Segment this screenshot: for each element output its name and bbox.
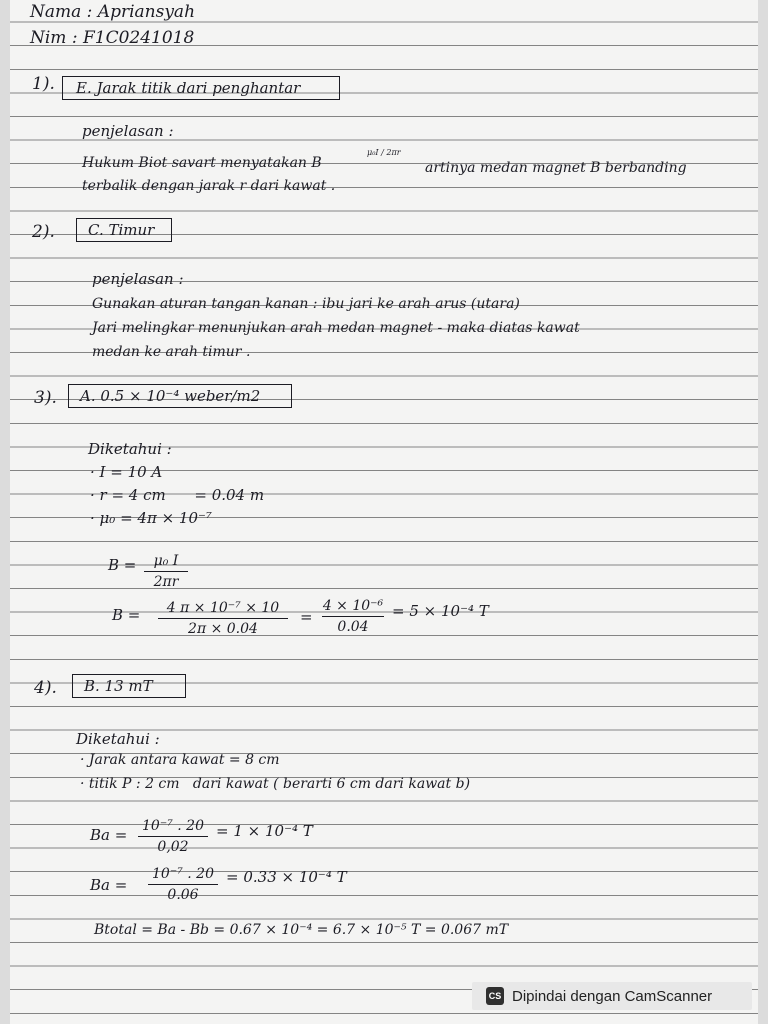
q3-calc-denominator: 2π × 0.04: [188, 621, 258, 637]
q3-calc-denominator-2: 0.04: [337, 619, 369, 635]
q2-line3: medan ke arah timur .: [92, 344, 251, 360]
q1-line1: Hukum Biot savart menyatakan B: [82, 155, 322, 171]
q3-formula-fraction: [144, 553, 188, 590]
fraction-bar: [148, 884, 218, 885]
fraction-bar: [322, 616, 384, 617]
camscanner-watermark: [472, 982, 752, 1010]
q1-answer: E. Jarak titik dari penghantar: [76, 79, 301, 97]
q4-ba-denominator: 0,02: [157, 839, 189, 855]
q3-calc-numerator: 4 π × 10⁻⁷ × 10: [166, 600, 280, 616]
q3-calc-equals: =: [300, 608, 313, 626]
q3-calc-result: = 5 × 10⁻⁴ T: [392, 602, 489, 620]
q4-total: Btotal = Ba - Bb = 0.67 × 10⁻⁴ = 6.7 × 10⁻⁵ T = 0.067 mT: [94, 922, 509, 938]
q4-ba-result: = 1 × 10⁻⁴ T: [216, 822, 313, 840]
q2-number: 2).: [32, 222, 55, 242]
q4-number: 4).: [34, 678, 57, 698]
q2-heading: penjelasan :: [92, 270, 184, 288]
q2-line2: Jari melingkar menunjukan arah medan magnet - maka diatas kawat: [92, 320, 580, 336]
fraction-bar: [158, 618, 288, 619]
fraction-bar: [144, 571, 188, 572]
q3-answer: A. 0.5 × 10⁻⁴ weber/m2: [80, 387, 261, 405]
q2-answer: C. Timur: [88, 221, 155, 239]
student-nim: Nim : F1C0241018: [30, 28, 195, 48]
q3-formula-lhs: B =: [108, 556, 137, 574]
q3-given-3: · μ₀ = 4π × 10⁻⁷: [90, 509, 212, 527]
q4-given-1: · Jarak antara kawat = 8 cm: [80, 752, 280, 768]
q1-number: 1).: [32, 74, 55, 94]
q3-given-1: · I = 10 A: [90, 463, 163, 481]
q3-formula-denominator: 2πr: [153, 574, 179, 590]
q4-heading: Diketahui :: [76, 730, 160, 748]
notebook-page: [10, 0, 758, 1024]
q1-formula-sup: μ₀I / 2πr: [367, 148, 401, 157]
q4-bb-label: Ba =: [90, 876, 128, 894]
q1-heading: penjelasan :: [82, 122, 174, 140]
q1-line2: terbalik dengan jarak r dari kawat .: [82, 178, 336, 194]
q3-calc-fraction: [158, 600, 288, 637]
q4-ba-numerator: 10⁻⁷ . 20: [142, 818, 204, 834]
q4-given-2: · titik P : 2 cm dari kawat ( berarti 6 cm dari kawat b): [80, 776, 471, 792]
q4-bb-denominator: 0.06: [167, 887, 199, 903]
q4-answer: B. 13 mT: [84, 677, 153, 695]
q4-bb-result: = 0.33 × 10⁻⁴ T: [226, 868, 347, 886]
camscanner-logo-icon: CS: [486, 987, 504, 1005]
q3-calc-fraction-2: [322, 598, 384, 635]
q4-ba-fraction: [138, 818, 208, 855]
fraction-bar: [138, 836, 208, 837]
watermark-text: Dipindai dengan CamScanner: [512, 987, 713, 1005]
q2-line1: Gunakan aturan tangan kanan : ibu jari ke arah arus (utara): [92, 296, 520, 312]
q3-number: 3).: [34, 388, 57, 408]
q3-calc-numerator-2: 4 × 10⁻⁶: [322, 598, 384, 614]
q3-given-2: · r = 4 cm = 0.04 m: [90, 486, 265, 504]
q3-heading: Diketahui :: [88, 440, 172, 458]
q3-calc-lhs: B =: [112, 606, 141, 624]
q3-formula-numerator: μ₀ I: [153, 553, 179, 569]
student-name: Nama : Apriansyah: [30, 2, 196, 22]
q4-bb-numerator: 10⁻⁷ . 20: [152, 866, 214, 882]
q4-bb-fraction: [148, 866, 218, 903]
q4-ba-label: Ba =: [90, 826, 128, 844]
q1-line1-end: artinya medan magnet B berbanding: [425, 160, 687, 176]
